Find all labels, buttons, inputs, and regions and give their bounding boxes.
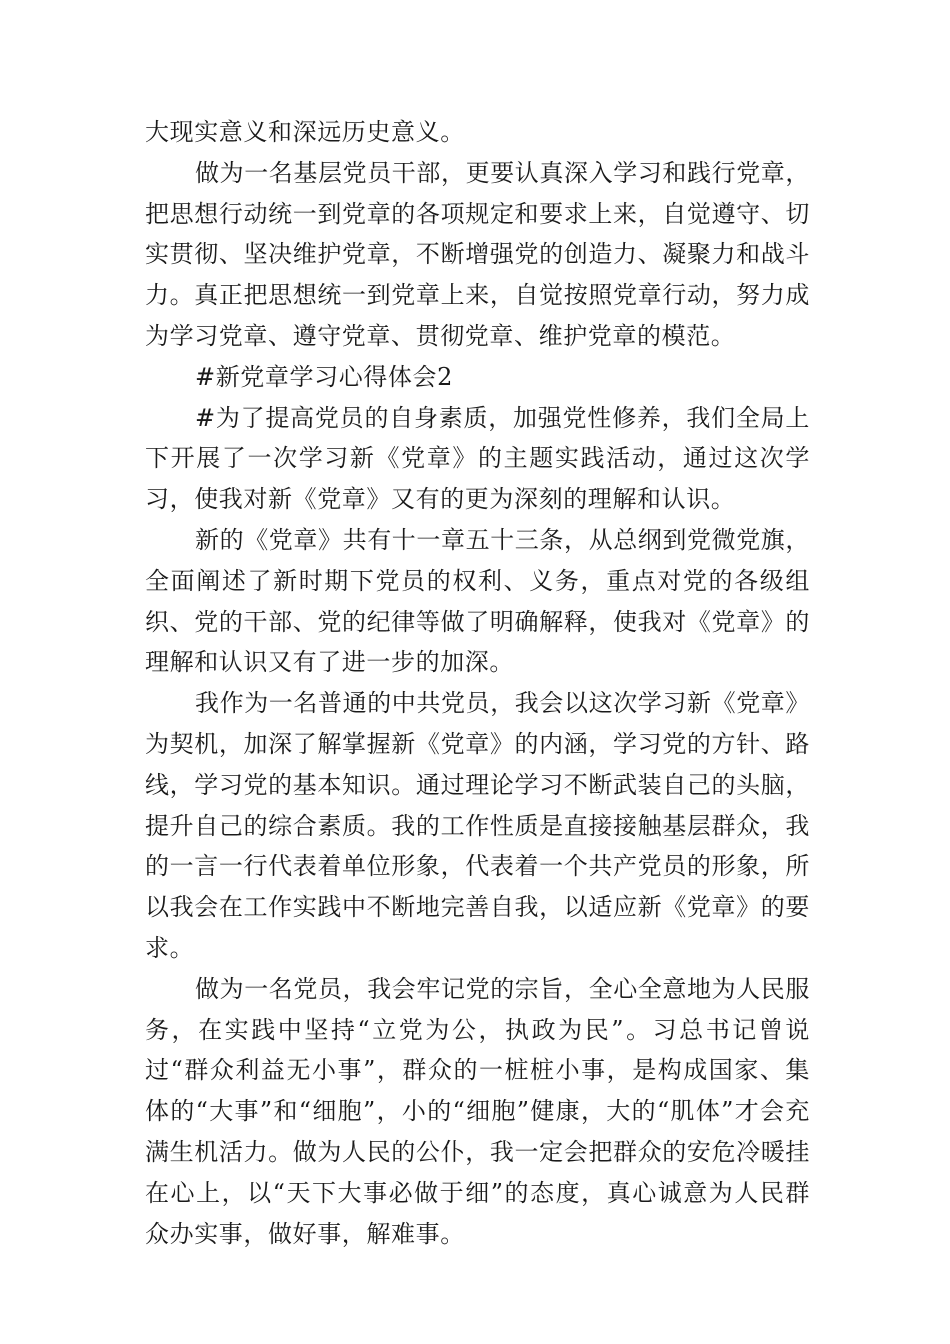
paragraph: 我作为一名普通的中共党员，我会以这次学习新《党章》为契机，加深了解掌握新《党章》的内涵，学习党的方针、路线，学习党的基本知识。通过理论学习不断武装自己的头脑，提升自己的综合素质。我的工作性质是直接接触基层群众，我的一言一行代表着单位形象，代表着一个共产党员的形象，所以我会在工作实践中不断地完善自我，以适应新《党章》的要求。 [145, 689, 810, 962]
paragraph: 新的《党章》共有十一章五十三条，从总纲到党微党旗，全面阐述了新时期下党员的权利、义务，重点对党的各级组织、党的干部、党的纪律等做了明确解释，使我对《党章》的理解和认识又有了进一步的加深。 [145, 525, 810, 677]
paragraph: 做为一名党员，我会牢记党的宗旨，全心全意地为人民服务，在实践中坚持“立党为公，执政为民”。习总书记曾说过“群众利益无小事”，群众的一桩桩小事，是构成国家、集体的“大事”和“细胞”，小的“细胞”健康，大的“肌体”才会充满生机活力。做为人民的公仆，我一定会把群众的安危冷暖挂在心上，以“天下大事必做于细”的态度，真心诚意为人民群众办实事，做好事，解难事。 [145, 974, 810, 1248]
paragraph: #为了提高党员的自身素质，加强党性修养，我们全局上下开展了一次学习新《党章》的主题实践活动，通过这次学习，使我对新《党章》又有的更为深刻的理解和认识。 [145, 403, 810, 514]
document-body [145, 112, 810, 1254]
paragraph: 做为一名基层党员干部，更要认真深入学习和践行党章，把思想行动统一到党章的各项规定和要求上来，自觉遵守、切实贯彻、坚决维护党章，不断增强党的创造力、凝聚力和战斗力。真正把思想统一到党章上来，自觉按照党章行动，努力成为学习党章、遵守党章、贯彻党章、维护党章的模范。 [145, 158, 810, 350]
paragraph: 大现实意义和深远历史意义。 [145, 118, 465, 146]
section-heading: #新党章学习心得体会2 [195, 362, 453, 391]
